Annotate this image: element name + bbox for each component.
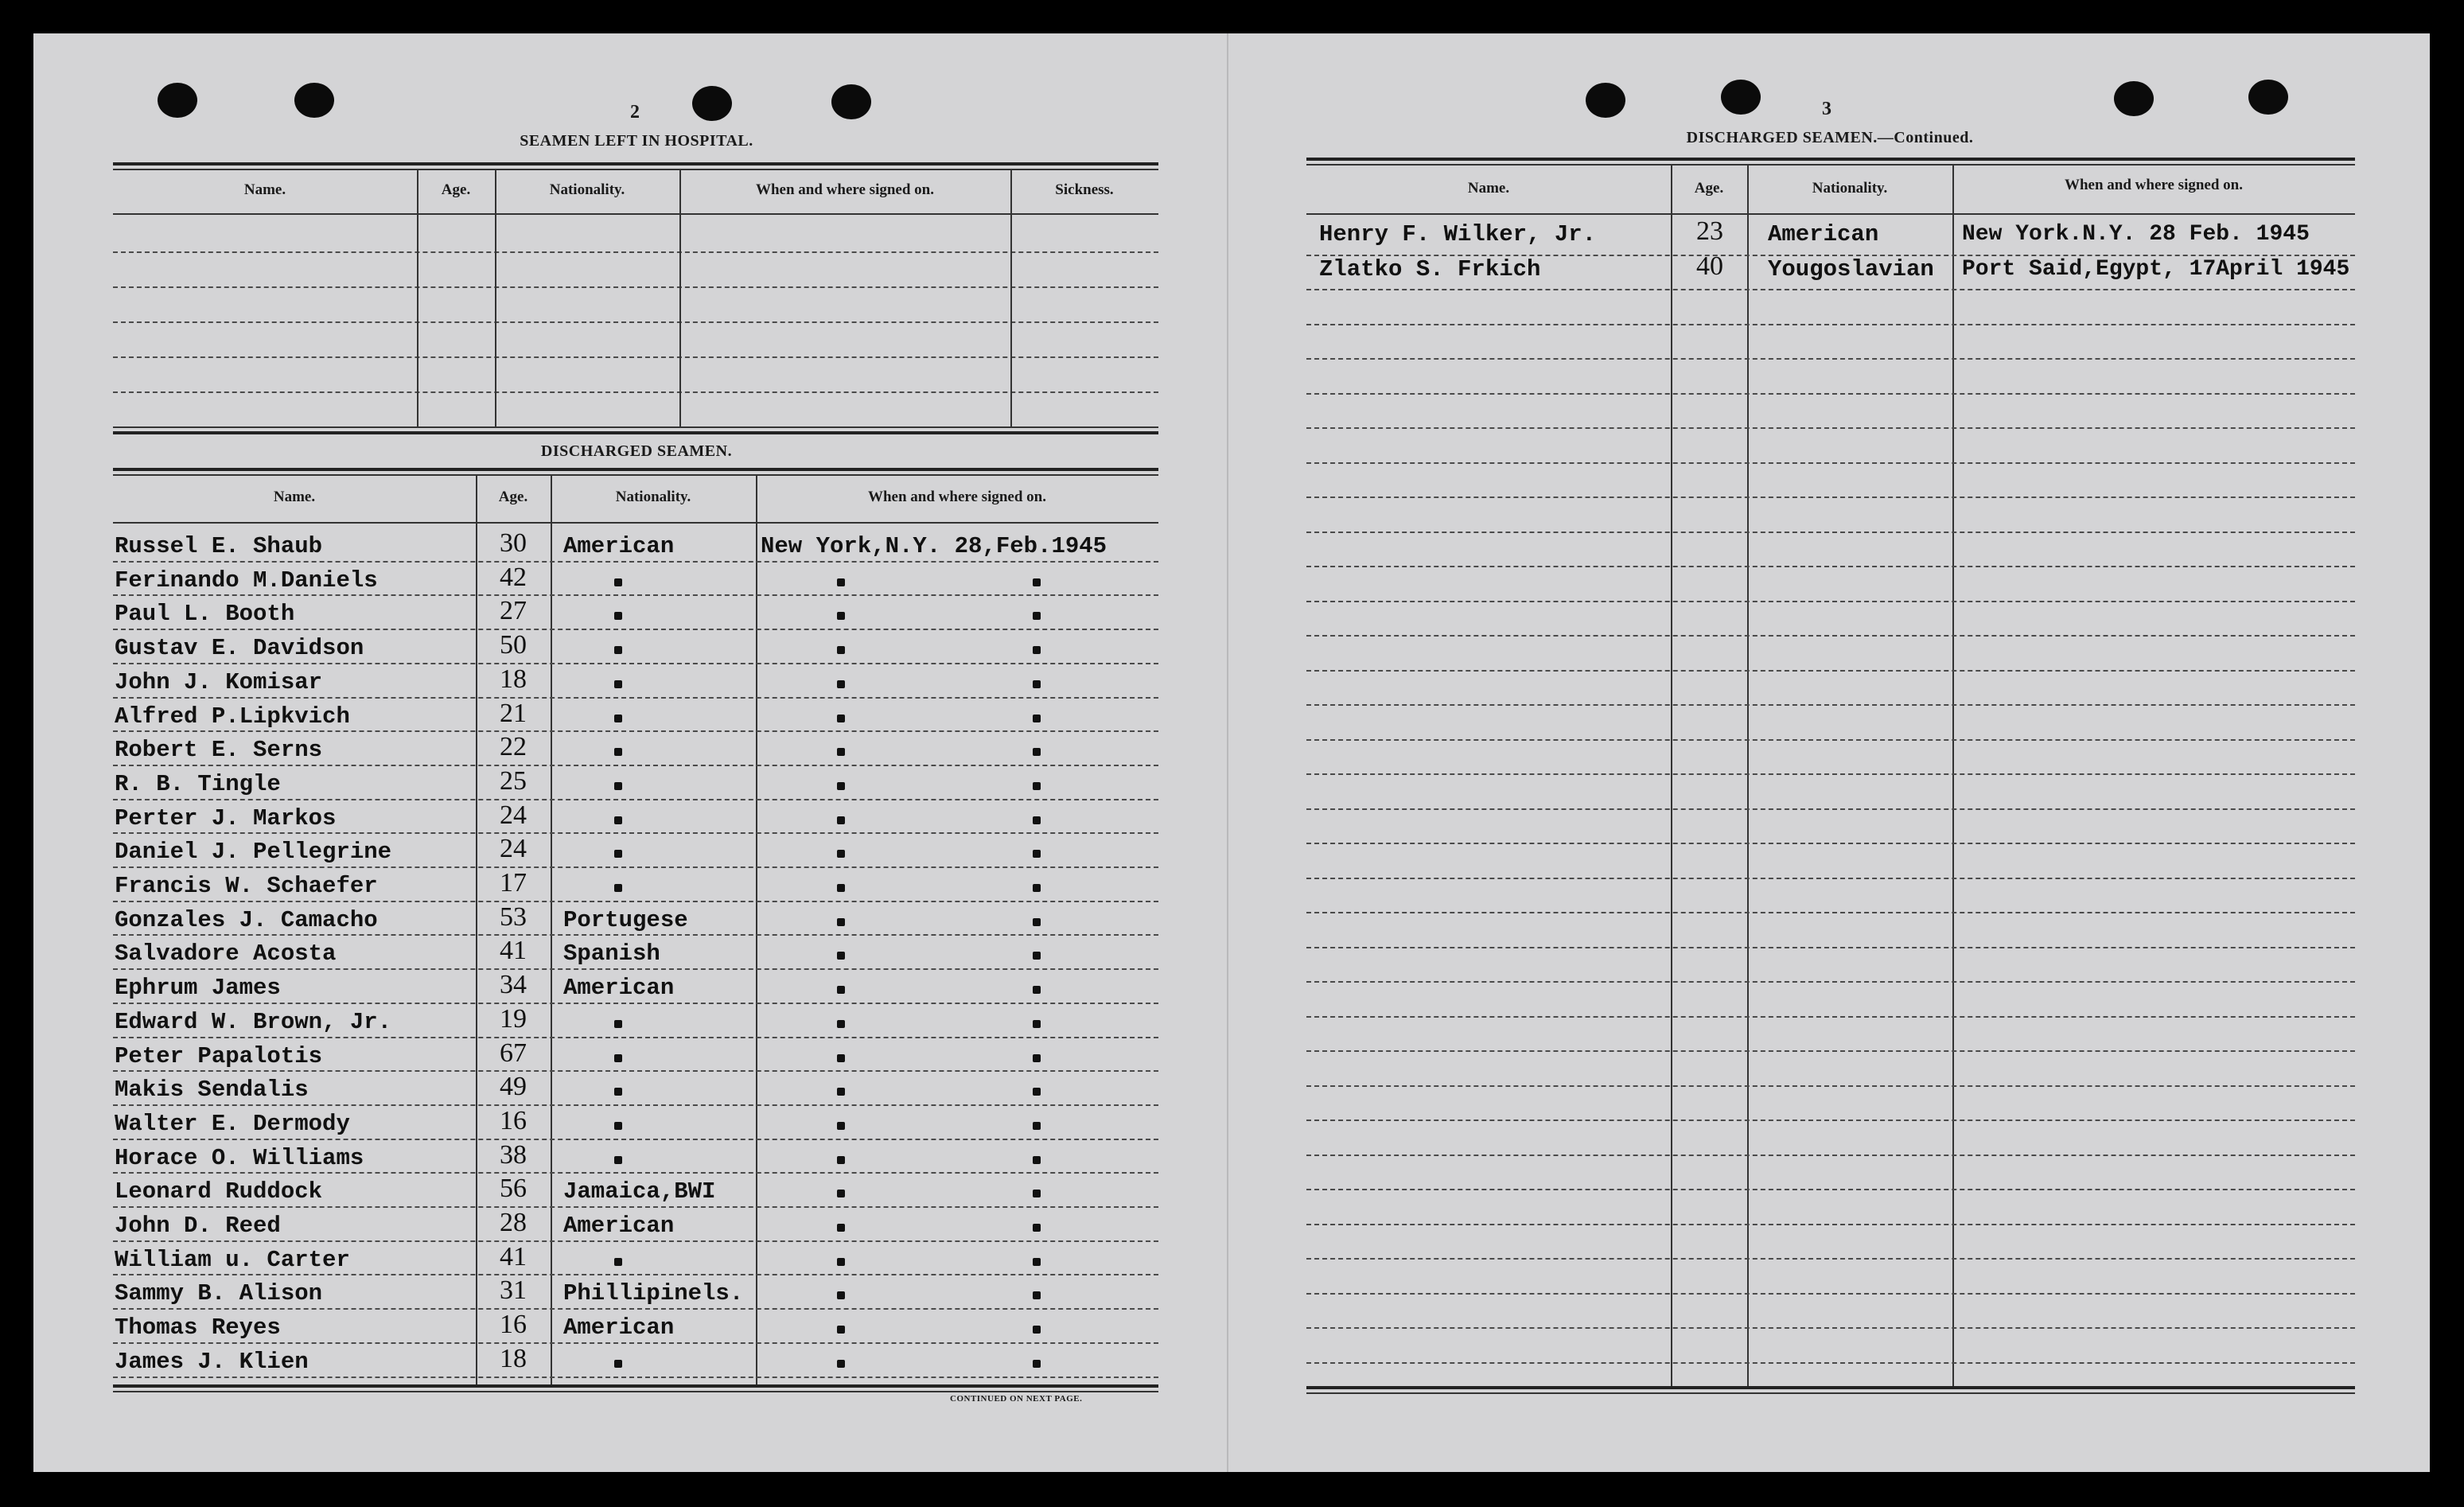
seaman-age: 25 (500, 765, 527, 796)
ditto-mark (1033, 1122, 1041, 1130)
right-col-name: Name. (1467, 180, 1510, 197)
seaman-age: 22 (500, 732, 527, 762)
ditto-mark (837, 1291, 845, 1299)
seaman-name: Gonzales J. Camacho (115, 906, 378, 933)
document-sheet (33, 33, 2430, 1472)
seaman-age: 18 (500, 1343, 527, 1373)
seaman-nationality: Portugese (563, 906, 688, 933)
ditto-mark (614, 646, 622, 654)
seaman-name: Gustav E. Davidson (115, 635, 364, 662)
ditto-mark (1033, 748, 1041, 756)
right-col-nationality: Nationality. (1812, 180, 1888, 197)
seaman-name: Salvadore Acosta (115, 940, 337, 968)
seaman-name: Alfred P.Lipkvich (115, 703, 350, 730)
seaman-name: Peter Papalotis (115, 1042, 323, 1069)
seaman-signed-on: New York,N.Y. 28,Feb.1945 (761, 533, 1107, 559)
punch-hole (692, 86, 732, 121)
seaman-age: 16 (500, 1310, 527, 1340)
hospital-col-name: Name. (243, 181, 286, 198)
page-fold (1227, 33, 1228, 1472)
seaman-name: R. B. Tingle (115, 770, 281, 797)
seaman-name: William u. Carter (115, 1246, 350, 1273)
punch-hole (831, 84, 871, 119)
ditto-mark (614, 1360, 622, 1368)
seaman-age: 21 (500, 698, 527, 728)
ditto-mark (614, 1122, 622, 1130)
ditto-mark (1033, 1054, 1041, 1062)
seaman-age: 56 (500, 1174, 527, 1204)
ditto-mark (1033, 850, 1041, 858)
punch-hole (294, 83, 334, 118)
ditto-mark (614, 748, 622, 756)
seaman-age: 67 (500, 1038, 527, 1068)
seaman-nationality: Phillipinels. (563, 1280, 744, 1307)
ditto-mark (837, 1258, 845, 1266)
seaman-age: 16 (500, 1105, 527, 1135)
hospital-col-age: Age. (441, 181, 471, 198)
continued-footer: CONTINUED ON NEXT PAGE. (950, 1394, 1083, 1404)
page-number-right: 3 (1822, 99, 1831, 119)
ditto-mark (1033, 612, 1041, 620)
ditto-mark (1033, 1224, 1041, 1232)
ditto-mark (837, 646, 845, 654)
seaman-name: Walter E. Dermody (115, 1110, 350, 1137)
seaman-name: Paul L. Booth (115, 601, 295, 628)
seaman-name: James J. Klien (115, 1348, 309, 1375)
punch-hole (158, 83, 197, 118)
hospital-col-nationality: Nationality. (549, 181, 625, 198)
seaman-nationality: American (563, 1314, 675, 1342)
discharged-col-name: Name. (273, 489, 316, 505)
seaman-name: Robert E. Serns (115, 737, 323, 764)
ditto-mark (1033, 1258, 1041, 1266)
seaman-name: Ferinando M.Daniels (115, 567, 378, 594)
seaman-age: 28 (500, 1208, 527, 1237)
ditto-mark (1033, 1088, 1041, 1096)
ditto-mark (837, 612, 845, 620)
hospital-col-sickness: Sickness. (1055, 181, 1114, 198)
ditto-mark (1033, 884, 1041, 892)
seaman-name: Makis Sendalis (115, 1077, 309, 1104)
discharged-col-age: Age. (498, 489, 528, 505)
ditto-mark (1033, 715, 1041, 722)
right-col-signed-on: When and where signed on. (2064, 177, 2243, 193)
seaman-name: Edward W. Brown, Jr. (115, 1008, 392, 1035)
seaman-name: Daniel J. Pellegrine (115, 839, 392, 866)
discharged-section-title: DISCHARGED SEAMEN. (540, 442, 733, 460)
right-seaman-nationality: Yougoslavian (1768, 255, 1934, 282)
seaman-name: Perter J. Markos (115, 804, 337, 831)
ditto-mark (1033, 1360, 1041, 1368)
seaman-age: 50 (500, 630, 527, 660)
seaman-age: 42 (500, 562, 527, 592)
ditto-mark (1033, 1020, 1041, 1028)
ditto-mark (837, 986, 845, 994)
ditto-mark (837, 918, 845, 926)
seaman-age: 34 (500, 970, 527, 1000)
seaman-age: 41 (500, 936, 527, 966)
ditto-mark (837, 816, 845, 824)
discharged-col-nationality: Nationality. (615, 489, 691, 505)
seaman-name: John D. Reed (115, 1213, 281, 1239)
ditto-mark (837, 1224, 845, 1232)
hospital-col-signed-on: When and where signed on. (755, 181, 934, 198)
seaman-nationality: Jamaica,BWI (563, 1178, 716, 1205)
ditto-mark (1033, 578, 1041, 586)
ditto-mark (614, 1088, 622, 1096)
punch-hole (1586, 83, 1625, 118)
ditto-mark (1033, 1190, 1041, 1197)
ditto-mark (1033, 816, 1041, 824)
ditto-mark (837, 782, 845, 790)
seaman-name: John J. Komisar (115, 668, 323, 695)
ditto-mark (837, 850, 845, 858)
seaman-age: 31 (500, 1275, 527, 1306)
ditto-mark (614, 680, 622, 688)
ditto-mark (1033, 782, 1041, 790)
ditto-mark (614, 1054, 622, 1062)
ditto-mark (614, 612, 622, 620)
seaman-age: 27 (500, 596, 527, 626)
right-seaman-name: Zlatko S. Frkich (1319, 255, 1541, 282)
ditto-mark (614, 1020, 622, 1028)
seaman-nationality: American (563, 975, 675, 1002)
ditto-mark (837, 578, 845, 586)
seaman-age: 53 (500, 901, 527, 932)
right-seaman-signed-on: Port Said,Egypt, 17April 1945 (1962, 256, 2350, 282)
seaman-age: 18 (500, 664, 527, 694)
punch-hole (2114, 81, 2154, 116)
right-seaman-signed-on: New York.N.Y. 28 Feb. 1945 (1962, 222, 2310, 247)
ditto-mark (1033, 986, 1041, 994)
seaman-name: Russel E. Shaub (115, 533, 323, 559)
ditto-mark (837, 715, 845, 722)
ditto-mark (837, 1190, 845, 1197)
ditto-mark (1033, 1291, 1041, 1299)
seaman-age: 38 (500, 1139, 527, 1170)
ditto-mark (837, 680, 845, 688)
ditto-mark (614, 850, 622, 858)
seaman-name: Leonard Ruddock (115, 1178, 323, 1205)
right-seaman-name: Henry F. Wilker, Jr. (1319, 221, 1597, 247)
ditto-mark (614, 578, 622, 586)
ditto-mark (837, 1054, 845, 1062)
ditto-mark (1033, 646, 1041, 654)
ditto-mark (837, 748, 845, 756)
seaman-name: Francis W. Schaefer (115, 873, 378, 899)
ditto-mark (1033, 680, 1041, 688)
seaman-age: 41 (500, 1241, 527, 1271)
ditto-mark (614, 715, 622, 722)
ditto-mark (614, 884, 622, 892)
ditto-mark (837, 1122, 845, 1130)
punch-hole (1721, 80, 1761, 115)
seaman-age: 19 (500, 1003, 527, 1034)
ditto-mark (837, 1088, 845, 1096)
right-seaman-age: 23 (1696, 216, 1723, 246)
ditto-mark (1033, 952, 1041, 960)
ditto-mark (837, 1156, 845, 1164)
seaman-nationality: American (563, 533, 675, 559)
seaman-age: 49 (500, 1072, 527, 1102)
ditto-mark (837, 884, 845, 892)
seaman-name: Sammy B. Alison (115, 1280, 323, 1307)
right-seaman-age: 40 (1696, 251, 1723, 281)
hospital-section-title: SEAMEN LEFT IN HOSPITAL. (520, 132, 753, 150)
right-col-age: Age. (1694, 180, 1724, 197)
seaman-age: 17 (500, 868, 527, 898)
right-seaman-nationality: American (1768, 221, 1879, 247)
seaman-nationality: Spanish (563, 940, 660, 968)
page-number-left: 2 (630, 102, 640, 123)
ditto-mark (1033, 1156, 1041, 1164)
ditto-mark (614, 1258, 622, 1266)
right-section-title: DISCHARGED SEAMEN.—Continued. (1686, 129, 1974, 146)
discharged-col-signed-on: When and where signed on. (867, 489, 1046, 505)
seaman-age: 24 (500, 800, 527, 830)
seaman-age: 24 (500, 834, 527, 864)
ditto-mark (837, 1020, 845, 1028)
ditto-mark (614, 782, 622, 790)
seaman-nationality: American (563, 1213, 675, 1239)
ditto-mark (837, 952, 845, 960)
seaman-name: Thomas Reyes (115, 1314, 281, 1342)
ditto-mark (837, 1360, 845, 1368)
ditto-mark (837, 1326, 845, 1334)
ditto-mark (1033, 1326, 1041, 1334)
seaman-name: Ephrum James (115, 975, 281, 1002)
ditto-mark (1033, 918, 1041, 926)
seaman-name: Horace O. Williams (115, 1144, 364, 1171)
punch-hole (2248, 80, 2288, 115)
ditto-mark (614, 816, 622, 824)
ditto-mark (614, 1156, 622, 1164)
seaman-age: 30 (500, 528, 527, 558)
